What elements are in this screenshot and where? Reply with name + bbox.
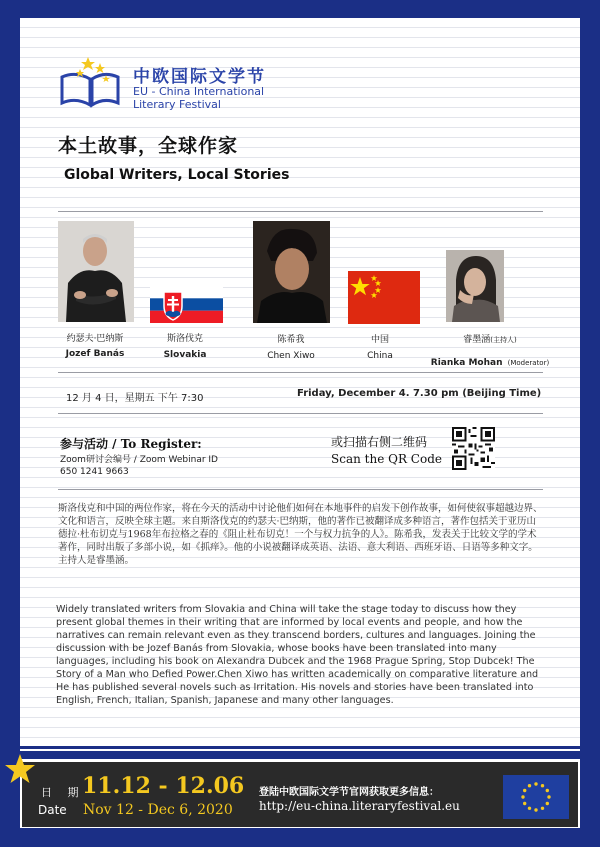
- china-flag-icon: [348, 271, 420, 324]
- participant-caption: [340, 332, 420, 361]
- moderator-name-en: Rianka Mohan: [430, 358, 503, 368]
- participant-name-en: Jozef Banás: [65, 349, 125, 359]
- moderator-name-zh: 睿墨涵: [463, 335, 491, 345]
- website-link[interactable]: http://eu-china.literaryfestival.eu: [259, 799, 460, 813]
- festival-name-en-line2: Literary Festival: [133, 98, 221, 111]
- chen-xiwo-photo: [253, 221, 330, 323]
- website-label-zh: 登陆中欧国际文学节官网获取更多信息：: [259, 787, 439, 798]
- zoom-webinar-id[interactable]: 650 1241 9663: [60, 467, 129, 477]
- qr-code-icon[interactable]: [452, 427, 495, 470]
- frame-stripe: [20, 751, 580, 759]
- country-name-zh: 中国: [370, 335, 389, 345]
- moderator-role-zh: (主持人): [490, 336, 517, 344]
- qr-instruction-zh: 或扫描右侧二维码: [331, 435, 428, 449]
- date-label-en: Date: [38, 803, 67, 817]
- rianka-mohan-photo: [446, 250, 504, 322]
- country-name-en: China: [367, 351, 393, 361]
- participant-name-zh: 约瑟夫·巴纳斯: [66, 334, 124, 344]
- festival-dates-long: Nov 12 - Dec 6, 2020: [83, 802, 233, 818]
- country-name-zh: 斯洛伐克: [166, 334, 203, 344]
- zoom-label: Zoom研讨会编号 / Zoom Webinar ID: [60, 455, 218, 465]
- star-icon: [4, 753, 36, 785]
- moderator-role-en: (Moderator): [507, 359, 550, 367]
- divider: [58, 211, 543, 212]
- festival-name-en-line1: EU - China International: [133, 85, 265, 98]
- divider: [58, 489, 543, 490]
- date-label-zh: 日 期: [41, 786, 85, 799]
- country-name-en: Slovakia: [163, 350, 207, 360]
- jozef-banas-photo: [58, 221, 134, 322]
- participant-caption: [140, 331, 230, 360]
- divider: [58, 413, 543, 414]
- festival-logo-icon: [58, 55, 128, 110]
- qr-instruction-en: Scan the QR Code: [331, 452, 442, 466]
- description-en: Widely translated writers from Slovakia and China will take the stage today to discuss how they present global themes in their writing that are informed by local events and people, and how the narratives can remain relevant even as they transcend borders, cultures and languages. Joining the discussion with be Jozef Banás from Slovakia, whose books have been translated into many languages, including his book on Alexandra Dubcek and the 1968 Prague Spring, Stop Dubcek! The Story of a Man who Defied Power.Chen Xiwo has written academically on comparative literature and He has published several novels such as Irritation. His novels and stories have been translated into English, French, Italian, Spanish, Japanese and many other languages.: [56, 604, 539, 706]
- participant-name-zh: 陈希我: [277, 335, 305, 345]
- event-title-en: Global Writers, Local Stories: [64, 167, 290, 183]
- description-zh: 斯洛伐克和中国的两位作家，将在今天的活动中讨论他们如何在本地事件的启发下创作故事，如何使叙事超越边界、文化和语言，反映全球主题。来自斯洛伐克的约瑟夫·巴纳斯，他的著作已被翻译成多种语言，著作包括关于亚历山德拉·杜布切克与1968年布拉格之春的《阻止杜布切克！一个与权力抗争的人》。陈希我，发表关于比较文学的学术著作，同时出版了多部小说，如《抓痒》。他的小说被翻译成英语、法语、意大利语、西班牙语、日语等多种文字。主持人是睿墨涵。: [58, 503, 543, 566]
- divider: [58, 372, 543, 373]
- event-title-zh: 本土故事，全球作家: [58, 135, 239, 157]
- participant-caption: [246, 332, 336, 361]
- moderator-caption: [420, 332, 560, 369]
- participant-caption: [40, 331, 150, 359]
- participant-name-en: Chen Xiwo: [267, 351, 315, 361]
- schedule-en: Friday, December 4. 7.30 pm (Beijing Time): [297, 388, 542, 399]
- festival-name-en: [133, 85, 264, 111]
- festival-dates-short: 11.12 - 12.06: [82, 773, 245, 799]
- eu-flag-icon: [503, 775, 569, 819]
- register-title: 参与活动 / To Register:: [60, 437, 202, 451]
- festival-name-zh: 中欧国际文学节: [133, 67, 266, 87]
- schedule-zh: 12 月 4 日，星期五 下午 7:30: [66, 393, 204, 404]
- slovakia-flag-icon: [150, 286, 223, 323]
